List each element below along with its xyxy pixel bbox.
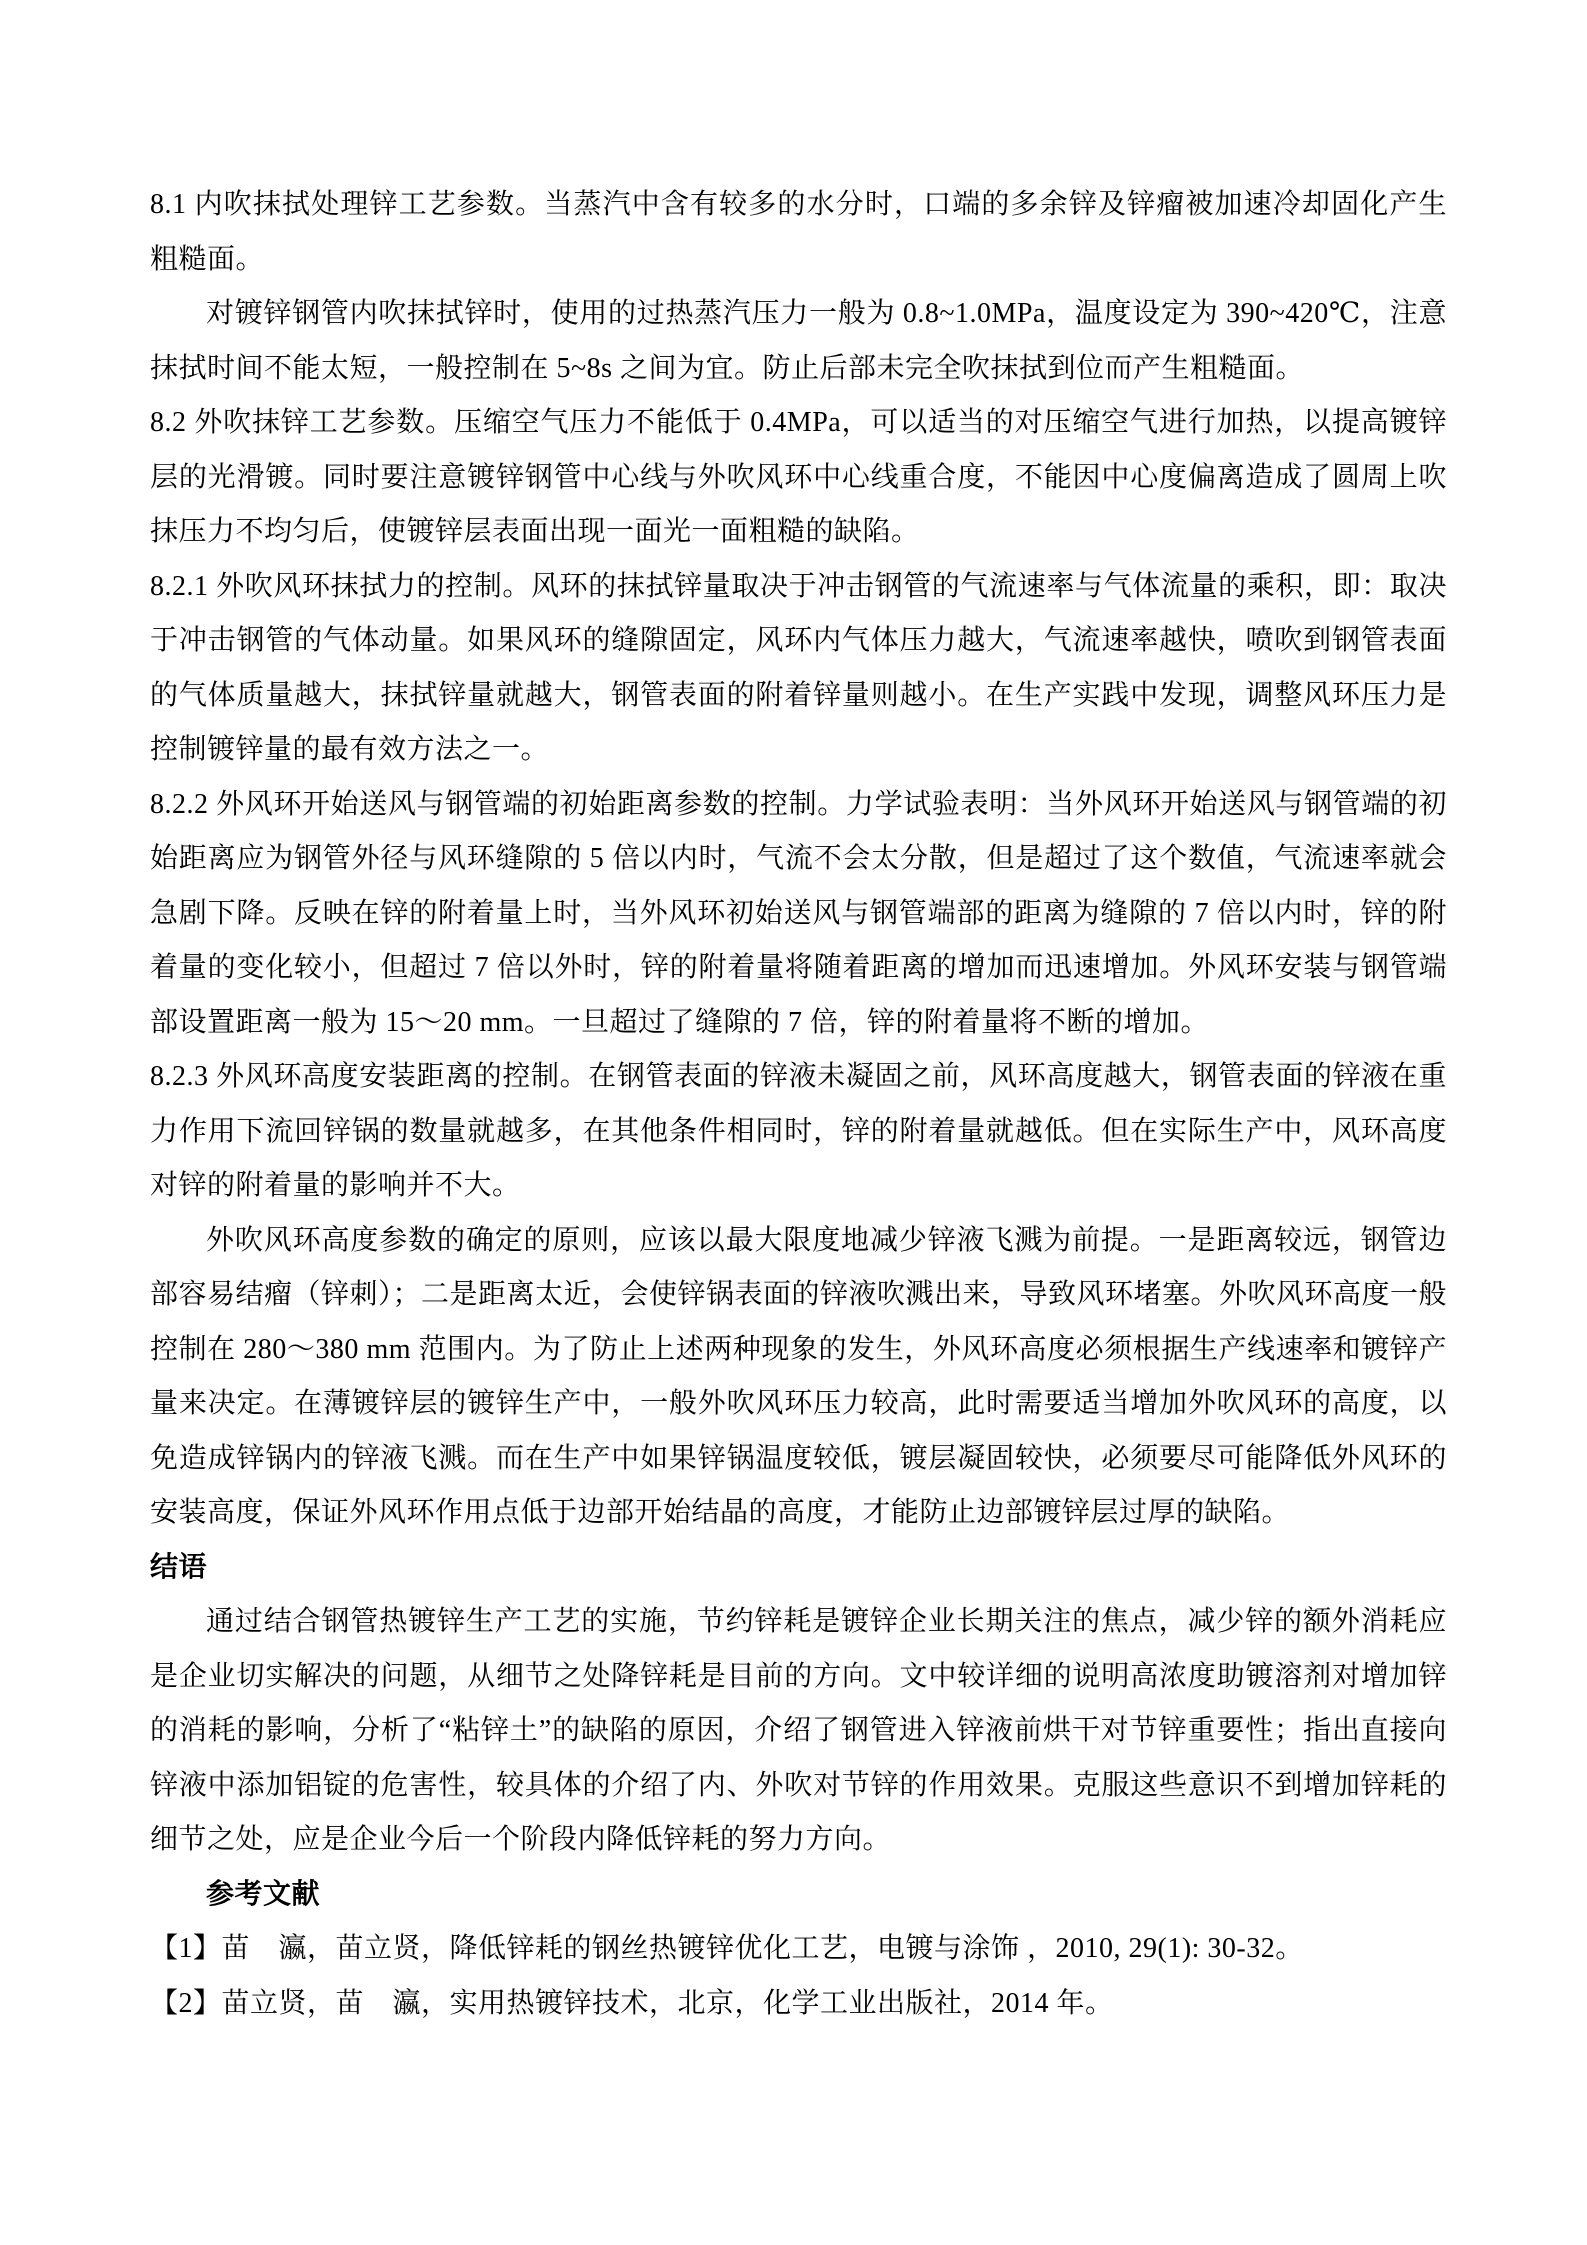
section-8-1-paragraph: 8.1 内吹抹拭处理锌工艺参数。当蒸汽中含有较多的水分时，口端的多余锌及锌瘤被加速冷却固化产生粗糙面。	[150, 189, 1447, 275]
section-8-2-1-paragraph: 8.2.1 外吹风环抹拭力的控制。风环的抹拭锌量取决于冲击钢管的气流速率与气体流量的乘积，即：取决于冲击钢管的气体动量。如果风环的缝隙固定，风环内气体压力越大，气流速率越快，喷吹到钢管表面的气体质量越大，抹拭锌量就越大，钢管表面的附着锌量则越小。在生产实践中发现，调整风环压力是控制镀锌量的最有效方法之一。	[150, 570, 1447, 765]
section-8-1-detail-paragraph: 对镀锌钢管内吹抹拭锌时，使用的过热蒸汽压力一般为 0.8~1.0MPa，温度设定为 390~420℃，注意抹拭时间不能太短，一般控制在 5~8s 之间为宜。防止后部未完全吹抹拭到位而产生粗糙面。	[150, 298, 1447, 384]
section-8-2-3-paragraph: 8.2.3 外风环高度安装距离的控制。在钢管表面的锌液未凝固之前，风环高度越大，钢管表面的锌液在重力作用下流回锌锅的数量就越多，在其他条件相同时，锌的附着量就越低。但在实际生产中，风环高度对锌的附着量的影响并不大。	[150, 1061, 1447, 1201]
reference-item-2: 【2】苗立贤，苗 瀛，实用热镀锌技术，北京，化学工业出版社，2014 年。	[150, 1987, 1114, 2019]
wind-ring-height-paragraph: 外吹风环高度参数的确定的原则，应该以最大限度地减少锌液飞溅为前提。一是距离较远，钢管边部容易结瘤（锌刺）；二是距离太近，会使锌锅表面的锌液吹溅出来，导致风环堵塞。外吹风环高度一般控制在 280～380 mm 范围内。为了防止上述两种现象的发生，外风环高度必须根据生产线速率和镀锌产量来决定。在薄镀锌层的镀锌生产中，一般外吹风环压力较高，此时需要适当增加外吹风环的高度，以免造成锌锅内的锌液飞溅。而在生产中如果锌锅温度较低，镀层凝固较快，必须要尽可能降低外风环的安装高度，保证外风环作用点低于边部开始结晶的高度，才能防止边部镀锌层过厚的缺陷。	[150, 1224, 1448, 1528]
reference-item-1: 【1】苗 瀛，苗立贤，降低锌耗的钢丝热镀锌优化工艺，电镀与涂饰 ，2010, 29(1): 30-32。	[150, 1933, 1304, 1964]
section-8-2-2-paragraph: 8.2.2 外风环开始送风与钢管端的初始距离参数的控制。力学试验表明：当外风环开始送风与钢管端的初始距离应为钢管外径与风环缝隙的 5 倍以内时，气流不会太分散，但是超过了这个数值，气流速率就会急剧下降。反映在锌的附着量上时，当外风环初始送风与钢管端部的距离为缝隙的 7 倍以内时，锌的附着量的变化较小，但超过 7 倍以外时，锌的附着量将随着距离的增加而迅速增加。外风环安装与钢管端部设置距离一般为 15～20 mm。一旦超过了缝隙的 7 倍，锌的附着量将不断的增加。	[150, 788, 1447, 1038]
conclusion-paragraph: 通过结合钢管热镀锌生产工艺的实施，节约锌耗是镀锌企业长期关注的焦点，减少锌的额外消耗应是企业切实解决的问题，从细节之处降锌耗是目前的方向。文中较详细的说明高浓度助镀溶剂对增加锌的消耗的影响，分析了“粘锌土”的缺陷的原因，介绍了钢管进入锌液前烘干对节锌重要性；指出直接向锌液中添加铝锭的危害性，较具体的介绍了内、外吹对节锌的作用效果。克服这些意识不到增加锌耗的细节之处，应是企业今后一个阶段内降低锌耗的努力方向。	[150, 1606, 1447, 1855]
conclusion-heading: 结语	[150, 1551, 208, 1583]
section-8-2-paragraph: 8.2 外吹抹锌工艺参数。压缩空气压力不能低于 0.4MPa，可以适当的对压缩空气进行加热，以提高镀锌层的光滑镀。同时要注意镀锌钢管中心线与外吹风环中心线重合度，不能因中心度偏离造成了圆周上吹抹压力不均匀后，使镀锌层表面出现一面光一面粗糙的缺陷。	[150, 407, 1447, 547]
references-heading: 参考文献	[206, 1878, 321, 1910]
